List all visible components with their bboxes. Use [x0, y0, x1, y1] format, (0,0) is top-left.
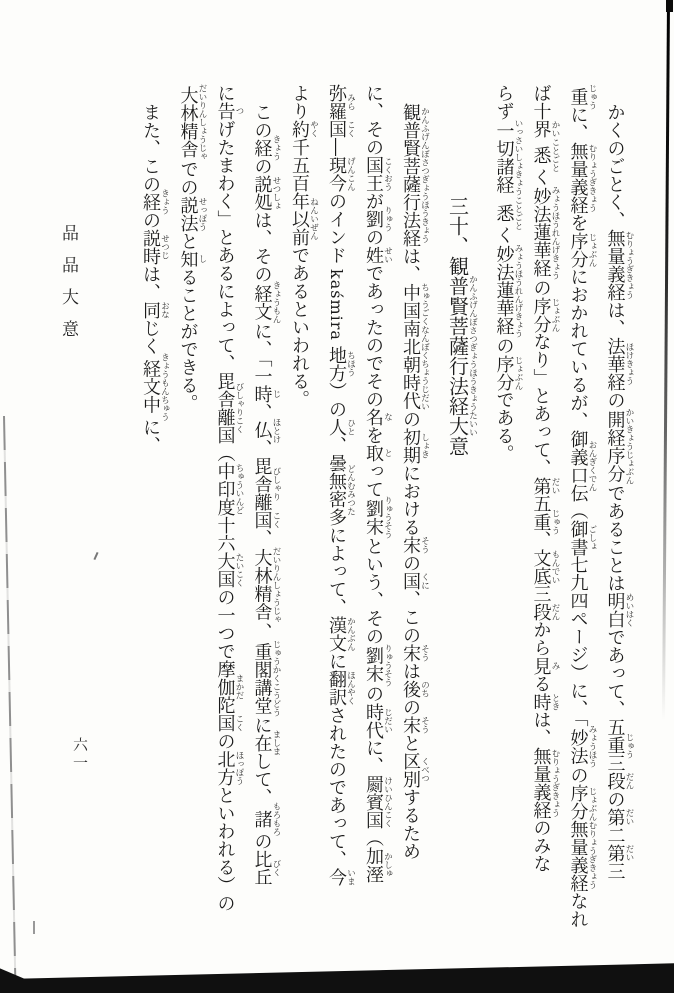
- scan-corner-mark-top-right: [666, 0, 673, 12]
- scan-spine-shadow-right: [662, 0, 670, 720]
- running-title: 品品大意: [58, 224, 78, 352]
- scan-page-edge-left: [3, 416, 16, 993]
- scan-speck: [33, 921, 35, 934]
- latin-transliteration: kaśmira: [327, 269, 346, 341]
- paragraph-sessho: この経きょうの説処せつしょは、その経文きょうもんに、「一時じ、仏ほとけ、毘舎離びしゃり国こく、大林精舎だいりんしょうじゃ、重閣講堂じゅうかくこうどうに在ましまして、諸もろもろの比丘びく に告つげたまわく」とあるによって、毘舎離国びしゃりこく（中印度ちゅういんど十六大国たいこくの一つで摩伽陀まかだ国こくの北方ほっぽうといわれる）の 大林精舎だいりんしょうじゃでの説法せっぽうと知しることができる。: [177, 84, 281, 912]
- paragraph-setsuji: また、この経きょうの説時せつじは、同おなじく経文中きょうもんちゅうに、: [140, 103, 170, 455]
- page-number: 六一: [71, 737, 89, 773]
- scan-border-bottom: [0, 960, 674, 993]
- main-text: [132, 84, 634, 960]
- paragraph-muryogikyo-jobun: かくのごとく、無量義経むりょうぎきょうは、法華経ほけきょうの開経序分かいきょうじょぶんであることは明白めいはくであって、五重じゅう三段だんの第だい二第だい三 重じゅうに、無量義経むりょうぎきょうを序分じょぶんにおかれているが、御義口伝おんぎくでん（御書ごしょ七九四ページ）に、「妙法みょうほうの序分無量義経じょぶんむりょうぎきょうなれ ば十界かい悉ことごとく妙法蓮華経みょうほうれんげきょうの序分じょぶんなり」とあって、第だい五重じゅう、文底もんでい三段だんから見みる時ときは、無量義経むりょうぎきょうのみな らず一切諸経いっさいしょきょう悉ことごとく妙法蓮華経みょうほうれんげきょうの序分じょぶんである。: [493, 84, 634, 928]
- paragraph-translation-history: 観普賢菩薩行法経かんふげんぼさつぎょうほうきょうは、中国南北朝時代ちゅうごくなんぼくちょうじだいの初期しょきにおける宋そうの国くに、この宋そうは後のちの宋そうと区別くべつするため に、その国王こくおうが劉りゅうの姓せいであったのでその名なを取とって劉宋りゅうそうという、その劉宋りゅうそうの時代じだいに、罽賓国けいひんこく（加溼かしゅ 弥羅みら国こく―現今げんこんのインドkaśmira地方ちほう）の人ひと、曇無密多どんむみつたによって、漢文かんぶんに翻訳ほんやくされたのであって、今いま より約やく千五百年以前ねんいぜんであるといわれる。: [289, 84, 430, 886]
- scan-speck: [93, 552, 98, 560]
- section-heading-30: 三十、観普賢菩薩行法経大意かんふげんぼさつぎょうほうきょうたいい: [445, 196, 478, 456]
